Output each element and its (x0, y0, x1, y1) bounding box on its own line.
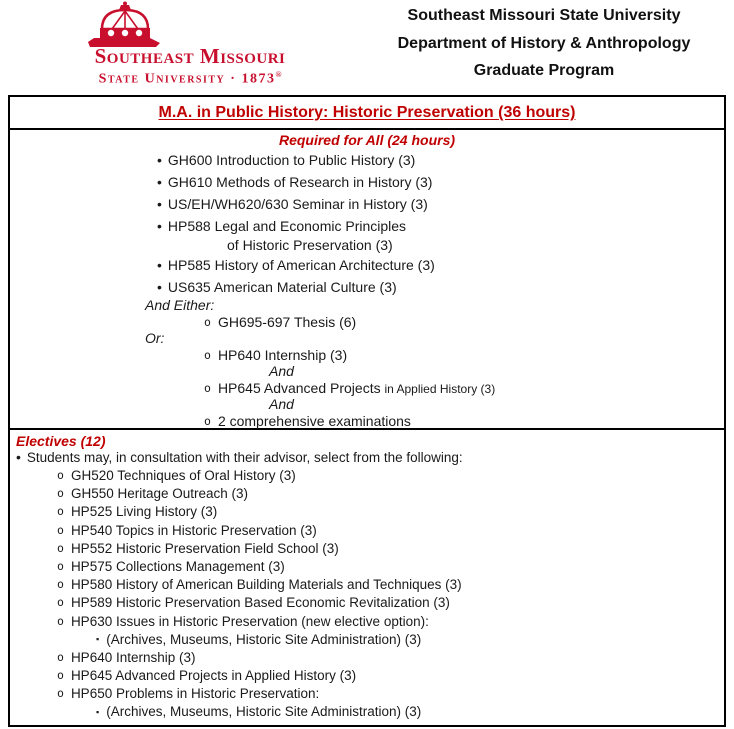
circle-bullet-icon: o (57, 558, 64, 573)
required-course-item (10, 276, 724, 298)
elective-course-item (10, 649, 724, 667)
circle-bullet-icon: o (204, 414, 211, 428)
course-text: (Archives, Museums, Historic Site Administration) (3) (106, 631, 422, 647)
circle-bullet-icon: o (204, 381, 211, 395)
course-text: US635 American Material Culture (3) (167, 279, 397, 295)
bullet-icon: • (157, 152, 162, 168)
course-text: 2 comprehensive examinations (217, 413, 411, 429)
bullet-icon: • (157, 196, 162, 212)
course-text: GH600 Introduction to Public History (3) (167, 152, 416, 168)
header-line-university: Southeast Missouri State University (407, 7, 681, 24)
bullet-icon: • (157, 174, 162, 190)
course-text: GH695-697 Thesis (6) (217, 314, 357, 330)
connector-label (10, 397, 724, 412)
course-text: GH610 Methods of Research in History (3) (167, 174, 433, 190)
course-text: HP575 Collections Management (3) (70, 558, 285, 574)
bullet-icon: • (16, 449, 21, 465)
connector-text: Or: (145, 330, 165, 346)
header-line-program: Graduate Program (473, 62, 615, 79)
electives-section-heading: Electives (12) (16, 433, 106, 449)
square-bullet-icon: ▪ (96, 634, 100, 645)
course-text: HP585 History of American Architecture (3) (167, 257, 435, 273)
elective-course-item (10, 685, 724, 703)
course-text: HP589 Historic Preservation Based Economic Revitalization (3) (70, 595, 450, 611)
course-text: HP650 Problems in Historic Preservation: (70, 686, 320, 702)
course-text: HP640 Internship (3) (70, 649, 196, 665)
course-text: HP580 History of American Building Materials and Techniques (3) (70, 577, 462, 593)
circle-bullet-icon: o (57, 504, 64, 519)
circle-bullet-icon: o (57, 522, 64, 537)
elective-course-subitem (10, 703, 724, 721)
elective-course-subitem (10, 631, 724, 649)
academic-hall-dome-icon (86, 1, 164, 47)
course-text: HP588 Legal and Economic Principles (167, 218, 407, 234)
elective-course-item (10, 522, 724, 540)
course-text-small: in Applied History (3) (384, 382, 496, 396)
course-text: GH520 Techniques of Oral History (3) (70, 468, 296, 483)
bullet-icon: • (157, 279, 162, 295)
connector-text: And (269, 396, 294, 412)
program-title-row (10, 97, 724, 130)
connector-text: And Either: (145, 297, 215, 313)
course-text: HP640 Internship (3) (217, 347, 348, 363)
course-text: of Historic Preservation (3) (227, 237, 393, 253)
connector-label (10, 331, 724, 346)
circle-bullet-icon: o (57, 649, 64, 664)
registered-mark: ® (275, 70, 282, 79)
elective-course-item (10, 576, 724, 594)
course-text: HP645 Advanced Projects (217, 380, 381, 396)
electives-section (10, 430, 724, 721)
elective-course-item (10, 558, 724, 576)
course-text: HP540 Topics in Historic Preservation (3) (70, 522, 317, 538)
course-text: US/EH/WH620/630 Seminar in History (3) (167, 196, 428, 212)
required-course-item (10, 193, 724, 215)
electives-intro (10, 447, 724, 467)
logo-tagline: State University · 1873® (98, 70, 282, 87)
elective-course-item (10, 667, 724, 685)
connector-text: And (269, 363, 294, 379)
elective-course-item (10, 467, 724, 485)
header-line-department: Department of History & Anthropology (397, 34, 691, 52)
course-text: GH550 Heritage Outreach (3) (70, 486, 249, 502)
circle-bullet-icon: o (204, 348, 211, 362)
elective-course-item (10, 594, 724, 612)
bullet-icon: • (157, 257, 162, 273)
elective-course-item (10, 540, 724, 558)
course-text: HP525 Living History (3) (70, 504, 218, 520)
required-course-item (10, 149, 724, 171)
circle-bullet-icon: o (57, 540, 64, 555)
bullet-icon: • (157, 218, 162, 234)
required-option-item (10, 346, 724, 364)
circle-bullet-icon: o (57, 686, 64, 701)
elective-course-item (10, 485, 724, 503)
course-text: HP645 Advanced Projects in Applied History (3) (70, 668, 357, 684)
course-text: HP630 Issues in Historic Preservation (new elective option): (70, 613, 429, 629)
circle-bullet-icon: o (57, 668, 64, 683)
elective-course-item (10, 613, 724, 631)
circle-bullet-icon: o (204, 315, 211, 329)
course-text: (Archives, Museums, Historic Site Administration) (3) (106, 704, 422, 720)
required-section (10, 130, 724, 430)
required-course-item (10, 171, 724, 193)
intro-text: Students may, in consultation with their advisor, select from the following: (26, 450, 463, 465)
connector-label (10, 298, 724, 313)
elective-course-item (10, 503, 724, 521)
required-option-item (10, 412, 724, 430)
required-section-heading: Required for All (24 hours) (278, 132, 456, 148)
required-option-item (10, 313, 724, 331)
circle-bullet-icon: o (57, 613, 64, 628)
required-option-item (10, 379, 724, 397)
required-course-item (10, 215, 724, 237)
document-header (356, 2, 732, 85)
circle-bullet-icon: o (57, 468, 64, 482)
circle-bullet-icon: o (57, 595, 64, 610)
circle-bullet-icon: o (57, 486, 64, 501)
course-text: HP552 Historic Preservation Field School (3) (70, 540, 339, 556)
course-text-continuation (10, 237, 724, 254)
program-table (8, 95, 726, 727)
logo-name-line: Southeast Missouri (94, 44, 286, 68)
square-bullet-icon: ▪ (96, 706, 100, 717)
connector-label (10, 364, 724, 379)
circle-bullet-icon: o (57, 577, 64, 592)
university-logo-wordmark (40, 45, 340, 88)
program-title: M.A. in Public History: Historic Preservation (36 hours) (158, 104, 576, 121)
required-course-item (10, 254, 724, 276)
